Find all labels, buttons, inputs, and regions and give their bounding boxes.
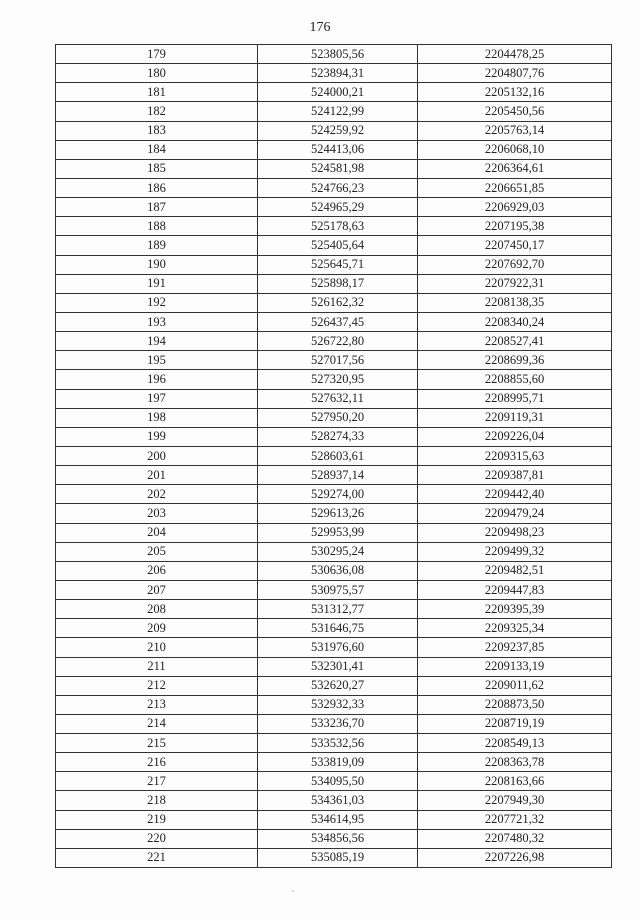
y-coordinate-cell: 2207949,30 <box>418 791 612 810</box>
table-row <box>56 159 612 178</box>
point-number-cell: 190 <box>56 255 258 274</box>
x-coordinate-cell: 525178,63 <box>258 217 418 236</box>
table-row <box>56 466 612 485</box>
y-coordinate-cell: 2208719,19 <box>418 714 612 733</box>
y-coordinate-cell: 2207480,32 <box>418 829 612 848</box>
point-number-cell: 189 <box>56 236 258 255</box>
x-coordinate-cell: 531976,60 <box>258 638 418 657</box>
x-coordinate-cell: 529274,00 <box>258 485 418 504</box>
table-row <box>56 236 612 255</box>
table-row <box>56 753 612 772</box>
point-number-cell: 188 <box>56 217 258 236</box>
table-row <box>56 561 612 580</box>
page-number: 176 <box>309 20 331 35</box>
table-row <box>56 657 612 676</box>
point-number-cell: 182 <box>56 102 258 121</box>
point-number-cell: 181 <box>56 83 258 102</box>
point-number-cell: 212 <box>56 676 258 695</box>
y-coordinate-cell: 2208340,24 <box>418 312 612 331</box>
y-coordinate-cell: 2207922,31 <box>418 274 612 293</box>
x-coordinate-cell: 523894,31 <box>258 64 418 83</box>
y-coordinate-cell: 2208163,66 <box>418 772 612 791</box>
y-coordinate-cell: 2209133,19 <box>418 657 612 676</box>
point-number-cell: 221 <box>56 848 258 867</box>
x-coordinate-cell: 527017,56 <box>258 351 418 370</box>
table-row <box>56 370 612 389</box>
table-row <box>56 542 612 561</box>
table-row <box>56 504 612 523</box>
point-number-cell: 208 <box>56 600 258 619</box>
y-coordinate-cell: 2209011,62 <box>418 676 612 695</box>
y-coordinate-cell: 2209387,81 <box>418 466 612 485</box>
table-row <box>56 676 612 695</box>
y-coordinate-cell: 2207692,70 <box>418 255 612 274</box>
table-row <box>56 485 612 504</box>
x-coordinate-cell: 525898,17 <box>258 274 418 293</box>
table-row <box>56 408 612 427</box>
y-coordinate-cell: 2207721,32 <box>418 810 612 829</box>
x-coordinate-cell: 524000,21 <box>258 83 418 102</box>
x-coordinate-cell: 527320,95 <box>258 370 418 389</box>
x-coordinate-cell: 527950,20 <box>258 408 418 427</box>
scan-artifact <box>292 890 294 892</box>
table-row <box>56 848 612 867</box>
table-row <box>56 102 612 121</box>
x-coordinate-cell: 524581,98 <box>258 159 418 178</box>
point-number-cell: 202 <box>56 485 258 504</box>
point-number-cell: 214 <box>56 714 258 733</box>
y-coordinate-cell: 2204478,25 <box>418 45 612 64</box>
coordinates-table-body <box>56 45 612 868</box>
table-row <box>56 829 612 848</box>
point-number-cell: 218 <box>56 791 258 810</box>
x-coordinate-cell: 524965,29 <box>258 198 418 217</box>
table-row <box>56 446 612 465</box>
table-row <box>56 695 612 714</box>
table-row <box>56 523 612 542</box>
point-number-cell: 184 <box>56 140 258 159</box>
point-number-cell: 194 <box>56 332 258 351</box>
x-coordinate-cell: 525645,71 <box>258 255 418 274</box>
x-coordinate-cell: 526722,80 <box>258 332 418 351</box>
y-coordinate-cell: 2208527,41 <box>418 332 612 351</box>
x-coordinate-cell: 529953,99 <box>258 523 418 542</box>
x-coordinate-cell: 525405,64 <box>258 236 418 255</box>
y-coordinate-cell: 2207450,17 <box>418 236 612 255</box>
point-number-cell: 215 <box>56 734 258 753</box>
y-coordinate-cell: 2208995,71 <box>418 389 612 408</box>
x-coordinate-cell: 533236,70 <box>258 714 418 733</box>
table-row <box>56 121 612 140</box>
y-coordinate-cell: 2208138,35 <box>418 293 612 312</box>
table-row <box>56 810 612 829</box>
x-coordinate-cell: 534095,50 <box>258 772 418 791</box>
y-coordinate-cell: 2204807,76 <box>418 64 612 83</box>
x-coordinate-cell: 528274,33 <box>258 427 418 446</box>
point-number-cell: 201 <box>56 466 258 485</box>
table-row <box>56 332 612 351</box>
point-number-cell: 195 <box>56 351 258 370</box>
point-number-cell: 216 <box>56 753 258 772</box>
point-number-cell: 196 <box>56 370 258 389</box>
table-row <box>56 714 612 733</box>
x-coordinate-cell: 529613,26 <box>258 504 418 523</box>
point-number-cell: 199 <box>56 427 258 446</box>
x-coordinate-cell: 523805,56 <box>258 45 418 64</box>
y-coordinate-cell: 2205763,14 <box>418 121 612 140</box>
y-coordinate-cell: 2207226,98 <box>418 848 612 867</box>
y-coordinate-cell: 2209315,63 <box>418 446 612 465</box>
table-row <box>56 619 612 638</box>
x-coordinate-cell: 524413,06 <box>258 140 418 159</box>
table-row <box>56 83 612 102</box>
coordinates-table <box>55 44 612 868</box>
point-number-cell: 210 <box>56 638 258 657</box>
table-row <box>56 427 612 446</box>
point-number-cell: 205 <box>56 542 258 561</box>
point-number-cell: 211 <box>56 657 258 676</box>
x-coordinate-cell: 531312,77 <box>258 600 418 619</box>
point-number-cell: 197 <box>56 389 258 408</box>
point-number-cell: 217 <box>56 772 258 791</box>
x-coordinate-cell: 524766,23 <box>258 178 418 197</box>
y-coordinate-cell: 2205132,16 <box>418 83 612 102</box>
point-number-cell: 204 <box>56 523 258 542</box>
y-coordinate-cell: 2209325,34 <box>418 619 612 638</box>
point-number-cell: 183 <box>56 121 258 140</box>
table-row <box>56 600 612 619</box>
point-number-cell: 180 <box>56 64 258 83</box>
x-coordinate-cell: 530295,24 <box>258 542 418 561</box>
point-number-cell: 207 <box>56 580 258 599</box>
y-coordinate-cell: 2208363,78 <box>418 753 612 772</box>
table-row <box>56 45 612 64</box>
y-coordinate-cell: 2209447,83 <box>418 580 612 599</box>
y-coordinate-cell: 2206929,03 <box>418 198 612 217</box>
table-row <box>56 293 612 312</box>
y-coordinate-cell: 2209119,31 <box>418 408 612 427</box>
point-number-cell: 191 <box>56 274 258 293</box>
x-coordinate-cell: 533819,09 <box>258 753 418 772</box>
x-coordinate-cell: 532932,33 <box>258 695 418 714</box>
y-coordinate-cell: 2209226,04 <box>418 427 612 446</box>
table-row <box>56 255 612 274</box>
x-coordinate-cell: 531646,75 <box>258 619 418 638</box>
x-coordinate-cell: 534361,03 <box>258 791 418 810</box>
x-coordinate-cell: 533532,56 <box>258 734 418 753</box>
x-coordinate-cell: 534856,56 <box>258 829 418 848</box>
y-coordinate-cell: 2209498,23 <box>418 523 612 542</box>
y-coordinate-cell: 2209482,51 <box>418 561 612 580</box>
table-row <box>56 274 612 293</box>
point-number-cell: 209 <box>56 619 258 638</box>
table-row <box>56 198 612 217</box>
point-number-cell: 206 <box>56 561 258 580</box>
x-coordinate-cell: 535085,19 <box>258 848 418 867</box>
table-row <box>56 217 612 236</box>
y-coordinate-cell: 2208855,60 <box>418 370 612 389</box>
y-coordinate-cell: 2209395,39 <box>418 600 612 619</box>
table-row <box>56 351 612 370</box>
y-coordinate-cell: 2208549,13 <box>418 734 612 753</box>
x-coordinate-cell: 526437,45 <box>258 312 418 331</box>
y-coordinate-cell: 2209479,24 <box>418 504 612 523</box>
point-number-cell: 187 <box>56 198 258 217</box>
y-coordinate-cell: 2209442,40 <box>418 485 612 504</box>
x-coordinate-cell: 532301,41 <box>258 657 418 676</box>
x-coordinate-cell: 528937,14 <box>258 466 418 485</box>
y-coordinate-cell: 2208699,36 <box>418 351 612 370</box>
point-number-cell: 203 <box>56 504 258 523</box>
x-coordinate-cell: 530636,08 <box>258 561 418 580</box>
x-coordinate-cell: 528603,61 <box>258 446 418 465</box>
point-number-cell: 200 <box>56 446 258 465</box>
point-number-cell: 186 <box>56 178 258 197</box>
point-number-cell: 179 <box>56 45 258 64</box>
y-coordinate-cell: 2208873,50 <box>418 695 612 714</box>
x-coordinate-cell: 526162,32 <box>258 293 418 312</box>
y-coordinate-cell: 2205450,56 <box>418 102 612 121</box>
point-number-cell: 193 <box>56 312 258 331</box>
table-row <box>56 791 612 810</box>
table-row <box>56 140 612 159</box>
table-row <box>56 638 612 657</box>
table-row <box>56 178 612 197</box>
table-row <box>56 64 612 83</box>
table-row <box>56 734 612 753</box>
point-number-cell: 185 <box>56 159 258 178</box>
x-coordinate-cell: 524122,99 <box>258 102 418 121</box>
x-coordinate-cell: 532620,27 <box>258 676 418 695</box>
x-coordinate-cell: 530975,57 <box>258 580 418 599</box>
point-number-cell: 192 <box>56 293 258 312</box>
y-coordinate-cell: 2209499,32 <box>418 542 612 561</box>
point-number-cell: 219 <box>56 810 258 829</box>
y-coordinate-cell: 2206068,10 <box>418 140 612 159</box>
table-row <box>56 580 612 599</box>
y-coordinate-cell: 2209237,85 <box>418 638 612 657</box>
y-coordinate-cell: 2206364,61 <box>418 159 612 178</box>
point-number-cell: 213 <box>56 695 258 714</box>
table-row <box>56 772 612 791</box>
point-number-cell: 198 <box>56 408 258 427</box>
table-row <box>56 312 612 331</box>
y-coordinate-cell: 2206651,85 <box>418 178 612 197</box>
x-coordinate-cell: 524259,92 <box>258 121 418 140</box>
point-number-cell: 220 <box>56 829 258 848</box>
x-coordinate-cell: 534614,95 <box>258 810 418 829</box>
table-row <box>56 389 612 408</box>
x-coordinate-cell: 527632,11 <box>258 389 418 408</box>
y-coordinate-cell: 2207195,38 <box>418 217 612 236</box>
